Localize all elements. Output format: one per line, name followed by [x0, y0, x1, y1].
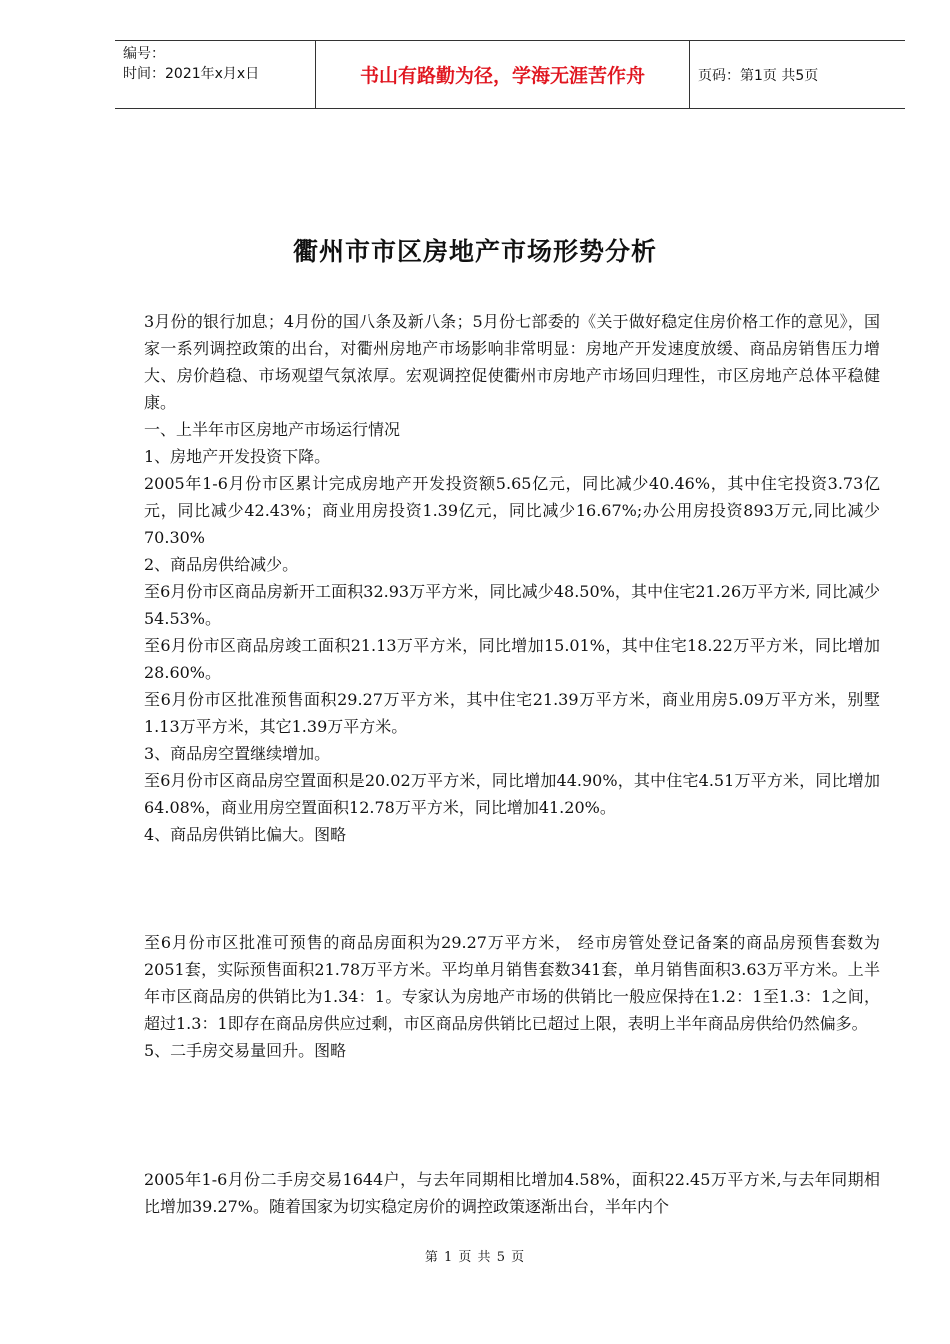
paragraph: 至6月份市区商品房竣工面积21.13万平方米，同比增加15.01%，其中住宅18.22万平方米，同比增加28.60%。: [144, 636, 880, 682]
body-section-1: [144, 308, 880, 848]
subheading: 5、二手房交易量回升。图略: [144, 1041, 347, 1060]
paragraph: 至6月份市区商品房空置面积是20.02万平方米，同比增加44.90%，其中住宅4.51万平方米，同比增加64.08%，商业用房空置面积12.78万平方米，同比增加41.20%。: [144, 771, 880, 817]
paragraph: 2005年1-6月份二手房交易1644户，与去年同期相比增加4.58%，面积22.45万平方米,与去年同期相比增加39.27%。随着国家为切实稳定房价的调控政策逐渐出台，半年内个: [144, 1170, 880, 1216]
paragraph: 至6月份市区商品房新开工面积32.93万平方米，同比减少48.50%，其中住宅21.26万平方米, 同比减少54.53%。: [144, 582, 880, 628]
body-section-2: [144, 929, 880, 1064]
header-meta: [115, 41, 316, 108]
paragraph: 2005年1-6月份市区累计完成房地产开发投资额5.65亿元，同比减少40.46%，其中住宅投资3.73亿元，同比减少42.43%；商业用房投资1.39亿元，同比减少16.67%;办公用房投资893万元,同比减少70.30%: [144, 474, 880, 547]
subheading: 3、商品房空置继续增加。: [144, 744, 331, 763]
document-title: 衢州市市区房地产市场形势分析: [292, 237, 657, 266]
document-number-label: 编号：: [123, 46, 165, 62]
document-header: [115, 40, 905, 109]
subheading: 4、商品房供销比偏大。图略: [144, 825, 347, 844]
page-footer: 第 1 页 共 5 页: [424, 1250, 526, 1265]
paragraph: 至6月份市区批准可预售的商品房面积为29.27万平方米， 经市房管处登记备案的商品房预售套数为2051套，实际预售面积21.78万平方米。平均单月销售套数341套，单月销售面积3.63万平方米。上半年市区商品房的供销比为1.34：1。专家认为房地产市场的供销比一般应保持在1.2：1至1.3：1之间，超过1.3：1即存在商品房供应过剩，市区商品房供销比已超过上限，表明上半年商品房供给仍然偏多。: [144, 933, 880, 1033]
body-section-3: [144, 1166, 880, 1220]
intro-paragraph: 3月份的银行加息；4月份的国八条及新八条；5月份七部委的《关于做好稳定住房价格工作的意见》，国家一系列调控政策的出台，对衢州房地产市场影响非常明显：房地产开发速度放缓、商品房销售压力增大、房价趋稳、市场观望气氛浓厚。宏观调控促使衢州市房地产市场回归理性，市区房地产总体平稳健康。: [144, 312, 880, 412]
section-heading: 一、上半年市区房地产市场运行情况: [144, 420, 401, 439]
paragraph: 至6月份市区批准预售面积29.27万平方米，其中住宅21.39万平方米，商业用房5.09万平方米，别墅1.13万平方米，其它1.39万平方米。: [144, 690, 880, 736]
subheading: 2、商品房供给减少。: [144, 555, 299, 574]
subheading: 1、房地产开发投资下降。: [144, 447, 331, 466]
document-time-label: 时间：2021年x月x日: [123, 66, 260, 82]
header-page-info: 页码：第1页 共5页: [698, 67, 819, 84]
header-motto: 书山有路勤为径，学海无涯苦作舟: [316, 41, 690, 108]
